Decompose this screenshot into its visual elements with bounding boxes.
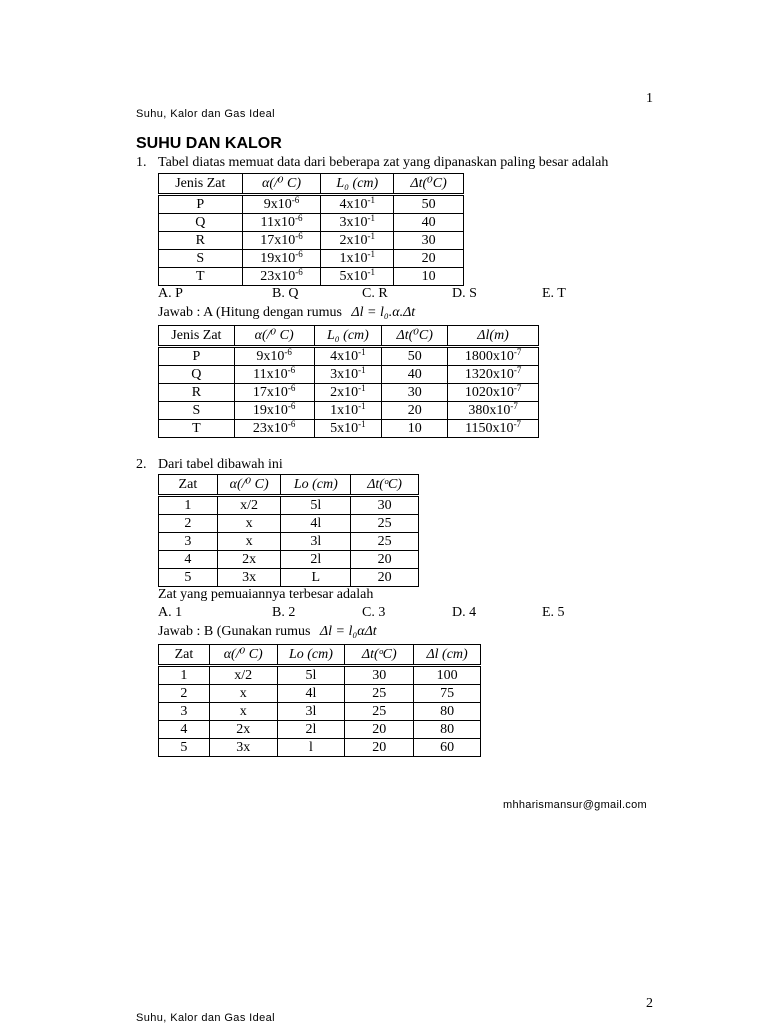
q2-table-2-cell: x/2 [209, 666, 277, 685]
q2-table-1-header-cell: Lo (cm) [281, 475, 351, 496]
q1-table-2-cell: $5x10^{-1}$ [314, 420, 382, 438]
q1-table-2-row [159, 347, 539, 366]
q2-table-1-cell: 30 [351, 496, 419, 515]
q1-table-2-header-cell: Δt(⁰C) [382, 326, 448, 347]
q1-table-2-cell: $2x10^{-1}$ [314, 384, 382, 402]
q1-table-1-cell: S [159, 250, 243, 268]
q1-option-a[interactable]: A. P [158, 286, 183, 301]
q1-table-2-cell: $17x10^{-6}$ [234, 384, 314, 402]
q1-table-1-header-row [159, 174, 464, 195]
q1-table-1-cell: $1x10^{-1}$ [321, 250, 394, 268]
q1-table-2-header-cell: Δl(m) [448, 326, 539, 347]
q2-table-2-cell: 2x [209, 721, 277, 739]
q1-table-2-row [159, 402, 539, 420]
q2-table-1-cell: x [217, 533, 281, 551]
q2-option-a[interactable]: A. 1 [158, 605, 183, 620]
author-email: mhharismansur@gmail.com [503, 799, 647, 811]
q1-table-2-header-cell: Jenis Zat [159, 326, 235, 347]
q2-answer [158, 624, 377, 640]
q1-table-1-cell: $11x10^{-6}$ [242, 214, 321, 232]
q2-table-2-cell: 20 [345, 721, 414, 739]
q2-table-1-cell: 5 [159, 569, 218, 587]
q1-option-b[interactable]: B. Q [272, 286, 299, 301]
q2-table-2-header-cell: Zat [159, 645, 210, 666]
q2-table-1-cell: 20 [351, 551, 419, 569]
q2-table-2 [158, 644, 481, 757]
q1-table-1-cell: 10 [394, 268, 464, 286]
q1-text: Tabel diatas memuat data dari beberapa zat yang dipanaskan paling besar adalah [158, 155, 609, 170]
q2-table-2-cell: 25 [345, 685, 414, 703]
q2-table-2-cell: 1 [159, 666, 210, 685]
q1-table-1-cell: 40 [394, 214, 464, 232]
q2-table-2-row [159, 666, 481, 685]
q2-table-2-header-cell: α(/⁰ C) [209, 645, 277, 666]
q2-table-2-cell: 75 [414, 685, 481, 703]
page-number: 1 [646, 91, 653, 106]
q2-table-2-cell: 80 [414, 703, 481, 721]
running-header: Suhu, Kalor dan Gas Ideal [136, 108, 276, 120]
q1-table-1-row [159, 268, 464, 286]
q1-table-1-row [159, 232, 464, 250]
q1-table-1-header-cell: Δt(⁰C) [394, 174, 464, 195]
q2-table-1-row [159, 496, 419, 515]
q1-table-1-header-cell: L₀ (cm) [321, 174, 394, 195]
q1-table-2-cell: $1320x10^{-7}$ [448, 366, 539, 384]
q1-table-1-row [159, 250, 464, 268]
q2-table-2-cell: 3l [277, 703, 345, 721]
q1-answer [158, 305, 415, 321]
q2-table-2-header-cell: Lo (cm) [277, 645, 345, 666]
q2-option-b[interactable]: B. 2 [272, 605, 296, 620]
q1-table-2-cell: $9x10^{-6}$ [234, 347, 314, 366]
q2-table-2-cell: 3 [159, 703, 210, 721]
q1-table-1-cell: 30 [394, 232, 464, 250]
q2-table-2-row [159, 739, 481, 757]
q1-table-1-cell: $4x10^{-1}$ [321, 195, 394, 214]
q1-table-1-cell: $9x10^{-6}$ [242, 195, 321, 214]
q1-table-2-cell: $1800x10^{-7}$ [448, 347, 539, 366]
q1-option-d[interactable]: D. S [452, 286, 477, 301]
q1-table-2-cell: $380x10^{-7}$ [448, 402, 539, 420]
q1-table-2-cell: $23x10^{-6}$ [234, 420, 314, 438]
q2-table-2-cell: 2l [277, 721, 345, 739]
q2-table-2-cell: 20 [345, 739, 414, 757]
q2-table-2-row [159, 721, 481, 739]
q2-table-2-cell: x [209, 703, 277, 721]
q1-table-1-cell: $23x10^{-6}$ [242, 268, 321, 286]
q2-table-1-cell: 20 [351, 569, 419, 587]
q2-table-1-cell: x [217, 515, 281, 533]
q2-table-1-cell: 4 [159, 551, 218, 569]
q2-table-2-cell: 2 [159, 685, 210, 703]
q2-table-1-cell: 2 [159, 515, 218, 533]
q2-option-c[interactable]: C. 3 [362, 605, 386, 620]
q2-table-1-cell: 25 [351, 515, 419, 533]
page-number-2: 2 [646, 996, 653, 1011]
q2-answer-text: Jawab : B (Gunakan rumus [158, 624, 311, 639]
q2-table-1-cell: 3 [159, 533, 218, 551]
q1-table-2-cell: 20 [382, 402, 448, 420]
q2-table-1 [158, 474, 419, 587]
q1-table-2-header-cell: α(/⁰ C) [234, 326, 314, 347]
q2-table-1-header-row [159, 475, 419, 496]
q2-option-d[interactable]: D. 4 [452, 605, 477, 620]
q1-table-2-cell: S [159, 402, 235, 420]
q2-table-1-row [159, 533, 419, 551]
q1-table-2-cell: $19x10^{-6}$ [234, 402, 314, 420]
q1-table-2-cell: $1150x10^{-7}$ [448, 420, 539, 438]
q1-table-2-cell: $1x10^{-1}$ [314, 402, 382, 420]
q2-table-1-cell: 25 [351, 533, 419, 551]
q1-table-2-cell: T [159, 420, 235, 438]
q1-table-1-cell: $3x10^{-1}$ [321, 214, 394, 232]
q1-table-2-cell: Q [159, 366, 235, 384]
running-header-2: Suhu, Kalor dan Gas Ideal [136, 1012, 276, 1024]
q2-table-1-cell: 4l [281, 515, 351, 533]
q1-formula: Δl = l₀.α.Δt [351, 305, 416, 320]
q1-table-1-row [159, 214, 464, 232]
q2-table-1-cell: 1 [159, 496, 218, 515]
q1-table-2-cell: $1020x10^{-7}$ [448, 384, 539, 402]
q2-table-1-cell: 5l [281, 496, 351, 515]
q1-table-1-row [159, 195, 464, 214]
q2-table-2-cell: 30 [345, 666, 414, 685]
q2-option-e[interactable]: E. 5 [542, 605, 565, 620]
q1-table-2-row [159, 366, 539, 384]
q1-table-2-cell: R [159, 384, 235, 402]
q2-table-2-cell: 100 [414, 666, 481, 685]
q1-table-2-cell: P [159, 347, 235, 366]
q2-table-2-cell: 5 [159, 739, 210, 757]
q2-table-1-cell: 2x [217, 551, 281, 569]
q1-table-1-cell: 20 [394, 250, 464, 268]
q2-table-2-header-cell: Δt(ᵒC) [345, 645, 414, 666]
q2-table-2-cell: 80 [414, 721, 481, 739]
q1-option-e[interactable]: E. T [542, 286, 566, 301]
q1-table-1-cell: $5x10^{-1}$ [321, 268, 394, 286]
q2-table-2-row [159, 685, 481, 703]
q1-table-1-cell: $17x10^{-6}$ [242, 232, 321, 250]
q1-table-1-cell: P [159, 195, 243, 214]
q1-table-1-header-cell: Jenis Zat [159, 174, 243, 195]
q1-table-1-cell: $19x10^{-6}$ [242, 250, 321, 268]
q1-answer-text: Jawab : A (Hitung dengan rumus [158, 305, 342, 320]
q1-table-1-cell: Q [159, 214, 243, 232]
q2-question: Zat yang pemuaiannya terbesar adalah [158, 587, 374, 602]
q2-table-1-cell: 3x [217, 569, 281, 587]
q1-table-2-cell: $11x10^{-6}$ [234, 366, 314, 384]
q2-table-1-cell: x/2 [217, 496, 281, 515]
q2-table-2-cell: 60 [414, 739, 481, 757]
q1-table-1-header-cell: α(/⁰ C) [242, 174, 321, 195]
q1-number: 1. [136, 155, 147, 170]
q1-table-2-cell: 10 [382, 420, 448, 438]
q1-table-2-cell: $4x10^{-1}$ [314, 347, 382, 366]
q1-table-2-row [159, 384, 539, 402]
q2-text: Dari tabel dibawah ini [158, 457, 283, 472]
q1-table-2-header-cell: L₀ (cm) [314, 326, 382, 347]
q1-table-1-cell: $2x10^{-1}$ [321, 232, 394, 250]
section-title: SUHU DAN KALOR [136, 135, 282, 152]
q2-table-2-cell: l [277, 739, 345, 757]
q1-table-1-cell: R [159, 232, 243, 250]
q2-table-2-cell: 3x [209, 739, 277, 757]
q1-table-2-cell: 30 [382, 384, 448, 402]
q2-formula: Δl = l₀αΔt [319, 624, 377, 639]
q2-table-2-cell: 25 [345, 703, 414, 721]
q1-table-2-cell: $3x10^{-1}$ [314, 366, 382, 384]
q2-table-2-cell: 4 [159, 721, 210, 739]
q2-table-2-row [159, 703, 481, 721]
q2-table-1-cell: 3l [281, 533, 351, 551]
q2-table-2-header-row [159, 645, 481, 666]
q2-table-1-header-cell: Zat [159, 475, 218, 496]
q2-table-1-row [159, 569, 419, 587]
q2-table-2-cell: 4l [277, 685, 345, 703]
q1-table-2-header-row [159, 326, 539, 347]
q2-table-1-header-cell: Δt(ᵒC) [351, 475, 419, 496]
q1-table-2-cell: 50 [382, 347, 448, 366]
q1-table-2 [158, 325, 539, 438]
q1-table-2-row [159, 420, 539, 438]
q1-option-c[interactable]: C. R [362, 286, 388, 301]
q2-table-1-header-cell: α(/⁰ C) [217, 475, 281, 496]
q2-table-2-cell: 5l [277, 666, 345, 685]
q2-table-1-cell: L [281, 569, 351, 587]
q1-table-1-cell: T [159, 268, 243, 286]
q2-table-1-row [159, 551, 419, 569]
q2-table-1-row [159, 515, 419, 533]
q1-table-2-cell: 40 [382, 366, 448, 384]
q1-table-1-cell: 50 [394, 195, 464, 214]
q2-table-1-cell: 2l [281, 551, 351, 569]
q2-table-2-header-cell: Δl (cm) [414, 645, 481, 666]
q2-table-2-cell: x [209, 685, 277, 703]
q2-number: 2. [136, 457, 147, 472]
q1-table-1 [158, 173, 464, 286]
